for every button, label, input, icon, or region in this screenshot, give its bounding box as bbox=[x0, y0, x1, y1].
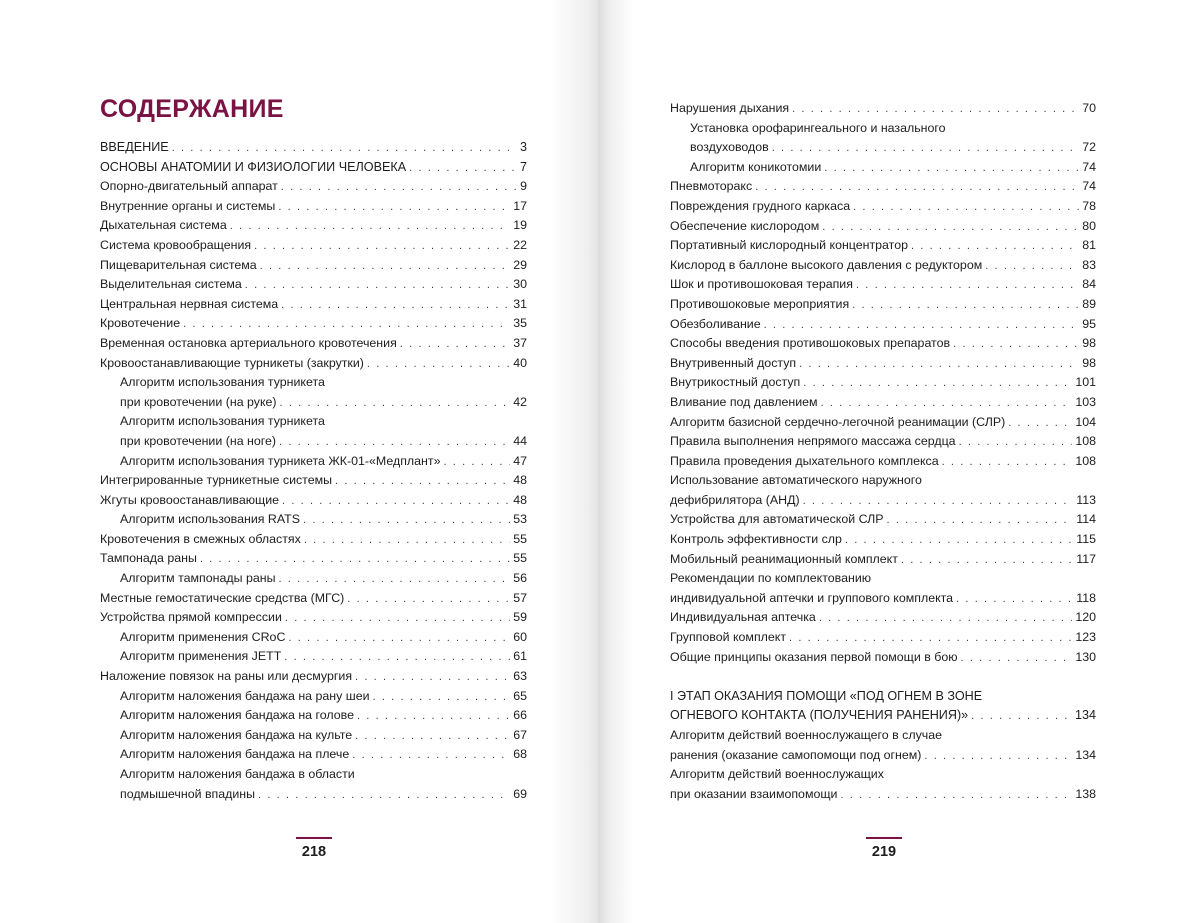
toc-spacer bbox=[670, 667, 1096, 687]
toc-entry-page: 117 bbox=[1076, 551, 1096, 566]
toc-entry-label: Индивидуальная аптечка bbox=[670, 610, 816, 625]
toc-leader-dots bbox=[230, 217, 510, 237]
toc-entry[interactable] bbox=[670, 413, 1096, 433]
toc-entry-label: Установка орофарингеального и назального bbox=[690, 120, 946, 135]
toc-entry-page: 72 bbox=[1082, 140, 1096, 155]
toc-entry[interactable] bbox=[670, 687, 1096, 707]
toc-entry-page: 17 bbox=[513, 198, 527, 213]
toc-entry-page: 81 bbox=[1082, 238, 1096, 253]
toc-entry-label: I ЭТАП ОКАЗАНИЯ ПОМОЩИ «ПОД ОГНЕМ В ЗОНЕ bbox=[670, 688, 983, 703]
toc-list-right bbox=[670, 99, 1096, 804]
toc-entry[interactable] bbox=[670, 706, 1096, 726]
toc-entry[interactable] bbox=[100, 334, 527, 354]
toc-entry-page: 95 bbox=[1082, 316, 1096, 331]
toc-entry[interactable] bbox=[670, 99, 1096, 119]
toc-entry-page: 29 bbox=[513, 257, 527, 272]
toc-entry[interactable] bbox=[100, 197, 527, 217]
toc-entry[interactable] bbox=[670, 119, 1096, 139]
toc-entry[interactable] bbox=[100, 628, 527, 648]
toc-entry[interactable] bbox=[670, 315, 1096, 335]
toc-entry-label: воздуховодов bbox=[690, 140, 769, 155]
toc-leader-dots bbox=[281, 296, 510, 316]
toc-leader-dots bbox=[853, 198, 1079, 218]
toc-leader-dots bbox=[409, 159, 517, 179]
toc-entry-page: 65 bbox=[513, 688, 527, 703]
toc-entry-page: 44 bbox=[513, 433, 527, 448]
toc-leader-dots bbox=[824, 159, 1079, 179]
toc-entry[interactable] bbox=[670, 785, 1096, 805]
page-number: 219 bbox=[871, 844, 897, 860]
toc-leader-dots bbox=[799, 355, 1079, 375]
toc-entry-page: 9 bbox=[520, 179, 527, 194]
toc-entry-label: ранения (оказание самопомощи под огнем) bbox=[670, 747, 922, 762]
toc-leader-dots bbox=[254, 237, 510, 257]
toc-entry[interactable] bbox=[100, 530, 527, 550]
toc-leader-dots bbox=[792, 100, 1079, 120]
toc-entry[interactable] bbox=[100, 177, 527, 197]
toc-entry-label: Алгоритм действий военнослужащего в случае bbox=[670, 728, 943, 742]
toc-leader-dots bbox=[245, 276, 510, 296]
page-number: 218 bbox=[301, 844, 327, 860]
toc-entry[interactable] bbox=[100, 785, 527, 805]
toc-entry-label: Внутривенный доступ bbox=[670, 355, 797, 370]
toc-entry-page: 113 bbox=[1076, 492, 1096, 507]
toc-entry[interactable] bbox=[100, 295, 527, 315]
toc-entry-label: Интегрированные турникетные системы bbox=[100, 473, 333, 488]
toc-leader-dots bbox=[373, 688, 511, 708]
toc-entry-label: Общие принципы оказания первой помощи в бою bbox=[670, 649, 958, 664]
toc-entry[interactable] bbox=[100, 687, 527, 707]
toc-entry[interactable] bbox=[100, 412, 527, 432]
toc-leader-dots bbox=[961, 649, 1073, 669]
toc-entry-label: Алгоритм использования турникета ЖК-01-«Медплант» bbox=[120, 453, 441, 468]
toc-entry-label: Портативный кислородный концентратор bbox=[670, 238, 908, 253]
toc-entry-label: Внутренние органы и системы bbox=[100, 198, 276, 213]
toc-entry-label: ОСНОВЫ АНАТОМИИ И ФИЗИОЛОГИИ ЧЕЛОВЕКА bbox=[100, 159, 407, 174]
toc-entry-page: 83 bbox=[1082, 257, 1096, 272]
toc-entry-label: Противошоковые мероприятия bbox=[670, 296, 850, 311]
toc-entry-label: Выделительная система bbox=[100, 277, 242, 292]
toc-entry-page: 78 bbox=[1082, 198, 1096, 213]
toc-entry-label: Обеспечение кислородом bbox=[670, 218, 820, 233]
toc-leader-dots bbox=[279, 433, 510, 453]
toc-entry-page: 59 bbox=[513, 610, 527, 625]
toc-entry[interactable] bbox=[670, 393, 1096, 413]
toc-leader-dots bbox=[367, 355, 510, 375]
toc-leader-dots bbox=[764, 316, 1080, 336]
toc-entry-label: Алгоритм использования турникета bbox=[120, 414, 325, 429]
toc-entry-page: 69 bbox=[513, 786, 527, 801]
toc-entry[interactable] bbox=[670, 177, 1096, 197]
toc-entry[interactable] bbox=[100, 765, 527, 785]
toc-entry[interactable] bbox=[670, 491, 1096, 511]
toc-leader-dots bbox=[856, 276, 1079, 296]
toc-leader-dots bbox=[953, 335, 1079, 355]
toc-leader-dots bbox=[258, 786, 510, 806]
toc-entry-label: Алгоритм использования турникета bbox=[120, 375, 325, 390]
toc-leader-dots bbox=[278, 198, 510, 218]
toc-entry-label: Групповой комплект bbox=[670, 630, 787, 645]
toc-entry-page: 98 bbox=[1082, 336, 1096, 351]
toc-entry-label: Правила выполнения непрямого массажа сердца bbox=[670, 434, 956, 449]
toc-entry[interactable] bbox=[100, 706, 527, 726]
toc-entry-label: Кровоостанавливающие турникеты (закрутки) bbox=[100, 355, 364, 370]
page-number-rule bbox=[296, 837, 332, 839]
toc-leader-dots bbox=[755, 178, 1079, 198]
toc-entry[interactable] bbox=[100, 354, 527, 374]
toc-entry-label: Дыхательная система bbox=[100, 218, 227, 233]
toc-entry-label: Пневмоторакс bbox=[670, 179, 753, 194]
toc-entry-label: Алгоритм наложения бандажа на рану шеи bbox=[120, 688, 370, 703]
toc-leader-dots bbox=[400, 335, 510, 355]
toc-entry[interactable] bbox=[670, 373, 1096, 393]
toc-entry-page: 68 bbox=[513, 747, 527, 762]
toc-entry[interactable] bbox=[670, 569, 1096, 589]
toc-entry[interactable] bbox=[100, 138, 527, 158]
toc-entry-page: 22 bbox=[513, 237, 527, 252]
toc-entry[interactable] bbox=[670, 530, 1096, 550]
toc-entry-page: 66 bbox=[513, 708, 527, 723]
toc-entry[interactable] bbox=[100, 589, 527, 609]
toc-entry-label: Местные гемостатические средства (МГС) bbox=[100, 590, 345, 605]
toc-leader-dots bbox=[282, 492, 510, 512]
toc-entry-page: 84 bbox=[1082, 277, 1096, 292]
toc-leader-dots bbox=[347, 590, 510, 610]
toc-entry[interactable] bbox=[670, 550, 1096, 570]
toc-entry-page: 47 bbox=[513, 453, 527, 468]
toc-entry-page: 7 bbox=[519, 159, 527, 174]
toc-entry[interactable] bbox=[100, 256, 527, 276]
toc-entry-label: Алгоритм использования RATS bbox=[120, 512, 301, 527]
toc-entry-page: 63 bbox=[513, 669, 527, 684]
toc-entry-label: Опорно-двигательный аппарат bbox=[100, 179, 278, 194]
page-number-left bbox=[284, 837, 344, 860]
toc-entry-label: Вливание под давлением bbox=[670, 394, 818, 409]
toc-entry-label: Повреждения грудного каркаса bbox=[670, 198, 851, 213]
right-page bbox=[598, 0, 1196, 923]
toc-entry[interactable] bbox=[100, 569, 527, 589]
toc-entry-page: 3 bbox=[519, 140, 527, 154]
toc-leader-dots bbox=[278, 570, 510, 590]
toc-entry[interactable] bbox=[670, 746, 1096, 766]
toc-leader-dots bbox=[924, 747, 1072, 767]
toc-leader-dots bbox=[357, 707, 510, 727]
toc-entry-label: Мобильный реанимационный комплект bbox=[670, 551, 898, 566]
toc-entry-page: 104 bbox=[1075, 414, 1096, 429]
toc-leader-dots bbox=[304, 531, 510, 551]
toc-entry-label: Алгоритм тампонады раны bbox=[120, 571, 276, 586]
toc-entry[interactable] bbox=[670, 295, 1096, 315]
toc-entry-label: Система кровообращения bbox=[100, 237, 252, 252]
toc-entry-label: Жгуты кровоостанавливающие bbox=[100, 492, 280, 507]
toc-entry-page: 55 bbox=[513, 551, 527, 566]
toc-leader-dots bbox=[971, 707, 1072, 727]
toc-leader-dots bbox=[803, 374, 1072, 394]
toc-entry-label: индивидуальной аптечки и группового комплекта bbox=[670, 590, 954, 605]
toc-list-left bbox=[100, 138, 527, 804]
toc-entry[interactable] bbox=[100, 647, 527, 667]
toc-entry[interactable] bbox=[100, 314, 527, 334]
toc-entry[interactable] bbox=[100, 393, 527, 413]
toc-entry-label: дефибрилятора (АНД) bbox=[670, 492, 800, 507]
toc-entry-page: 108 bbox=[1075, 434, 1096, 449]
toc-leader-dots bbox=[303, 511, 510, 531]
toc-entry-label: Временная остановка артериального кровотечения bbox=[100, 335, 397, 350]
toc-leader-dots bbox=[803, 492, 1074, 512]
toc-entry-page: 130 bbox=[1075, 649, 1096, 664]
toc-entry-label: Алгоритм наложения бандажа на культе bbox=[120, 727, 353, 742]
toc-entry[interactable] bbox=[100, 491, 527, 511]
toc-entry-page: 74 bbox=[1082, 179, 1096, 194]
toc-leader-dots bbox=[335, 472, 510, 492]
toc-entry[interactable] bbox=[670, 236, 1096, 256]
toc-leader-dots bbox=[281, 178, 517, 198]
toc-entry-label: Способы введения противошоковых препаратов bbox=[670, 336, 951, 351]
toc-leader-dots bbox=[789, 629, 1072, 649]
toc-entry-page: 60 bbox=[513, 629, 527, 644]
toc-entry[interactable] bbox=[670, 471, 1096, 491]
toc-entry-page: 89 bbox=[1082, 296, 1096, 311]
toc-entry[interactable] bbox=[670, 256, 1096, 276]
toc-entry-page: 120 bbox=[1075, 610, 1096, 625]
toc-leader-dots bbox=[956, 590, 1073, 610]
toc-entry-label: Рекомендации по комплектованию bbox=[670, 571, 872, 586]
toc-entry-label: при оказании взаимопомощи bbox=[670, 786, 838, 801]
toc-entry-label: Внутрикостный доступ bbox=[670, 375, 801, 390]
toc-leader-dots bbox=[942, 453, 1073, 473]
toc-entry[interactable] bbox=[670, 726, 1096, 746]
toc-entry[interactable] bbox=[100, 236, 527, 256]
toc-entry-page: 74 bbox=[1082, 159, 1096, 174]
toc-leader-dots bbox=[985, 257, 1079, 277]
toc-entry-page: 31 bbox=[513, 296, 527, 311]
toc-entry[interactable] bbox=[100, 216, 527, 236]
toc-entry-page: 35 bbox=[513, 316, 527, 331]
toc-entry-page: 98 bbox=[1082, 355, 1096, 370]
toc-leader-dots bbox=[852, 296, 1079, 316]
toc-entry-page: 67 bbox=[513, 727, 527, 742]
toc-entry-page: 53 bbox=[513, 512, 527, 527]
toc-entry[interactable] bbox=[100, 608, 527, 628]
toc-leader-dots bbox=[819, 609, 1073, 629]
toc-entry-page: 114 bbox=[1076, 512, 1096, 527]
toc-entry[interactable] bbox=[670, 589, 1096, 609]
toc-entry-label: Алгоритм наложения бандажа на плече bbox=[120, 747, 350, 762]
toc-entry[interactable] bbox=[100, 158, 527, 178]
toc-entry[interactable] bbox=[100, 726, 527, 746]
toc-entry[interactable] bbox=[100, 452, 527, 472]
toc-entry[interactable] bbox=[100, 432, 527, 452]
toc-leader-dots bbox=[355, 668, 510, 688]
toc-entry[interactable] bbox=[670, 334, 1096, 354]
toc-entry-label: Алгоритм применения CRoC bbox=[120, 629, 286, 644]
toc-entry-label: Контроль эффективности слр bbox=[670, 532, 842, 547]
toc-entry-page: 42 bbox=[513, 394, 527, 409]
toc-entry-page: 48 bbox=[513, 473, 527, 488]
page-number-right bbox=[854, 837, 914, 860]
toc-entry-page: 55 bbox=[513, 531, 527, 546]
toc-leader-dots bbox=[288, 629, 510, 649]
toc-leader-dots bbox=[1008, 414, 1072, 434]
toc-leader-dots bbox=[901, 551, 1073, 571]
toc-entry-label: Алгоритм коникотомии bbox=[690, 159, 822, 174]
toc-entry[interactable] bbox=[670, 452, 1096, 472]
toc-entry-page: 30 bbox=[513, 277, 527, 292]
toc-entry-label: Устройства прямой компрессии bbox=[100, 610, 282, 625]
toc-leader-dots bbox=[845, 531, 1073, 551]
toc-entry-label: Кислород в баллоне высокого давления с редуктором bbox=[670, 257, 983, 272]
toc-leader-dots bbox=[172, 139, 517, 159]
toc-entry[interactable] bbox=[670, 217, 1096, 237]
toc-entry-label: Нарушения дыхания bbox=[670, 101, 790, 115]
toc-entry[interactable] bbox=[670, 510, 1096, 530]
toc-entry[interactable] bbox=[100, 667, 527, 687]
toc-entry-label: при кровотечении (на руке) bbox=[120, 394, 277, 409]
toc-leader-dots bbox=[772, 139, 1079, 159]
toc-entry-page: 56 bbox=[513, 571, 527, 586]
toc-entry-label: Алгоритм применения JETT bbox=[120, 649, 282, 664]
toc-entry[interactable] bbox=[100, 549, 527, 569]
toc-entry-label: при кровотечении (на ноге) bbox=[120, 433, 277, 448]
toc-entry-page: 80 bbox=[1082, 218, 1096, 233]
toc-entry[interactable] bbox=[670, 354, 1096, 374]
toc-entry-label: Кровотечения в смежных областях bbox=[100, 531, 301, 546]
toc-entry-page: 61 bbox=[513, 649, 527, 664]
toc-entry[interactable] bbox=[670, 628, 1096, 648]
toc-entry-label: подмышечной впадины bbox=[120, 786, 256, 801]
toc-entry-label: Тампонада раны bbox=[100, 551, 197, 566]
toc-entry-page: 37 bbox=[513, 335, 527, 350]
toc-entry[interactable] bbox=[670, 765, 1096, 785]
toc-entry-label: Алгоритм базисной сердечно-легочной реанимации (СЛР) bbox=[670, 414, 1006, 429]
toc-entry[interactable] bbox=[670, 608, 1096, 628]
toc-leader-dots bbox=[840, 786, 1072, 806]
toc-entry-page: 48 bbox=[513, 492, 527, 507]
toc-entry[interactable] bbox=[670, 138, 1096, 158]
toc-entry-page: 134 bbox=[1074, 708, 1096, 723]
toc-entry[interactable] bbox=[670, 432, 1096, 452]
toc-entry-page: 70 bbox=[1082, 101, 1096, 115]
toc-entry-label: Обезболивание bbox=[670, 316, 761, 331]
toc-entry-label: Кровотечение bbox=[100, 316, 181, 331]
toc-entry-page: 118 bbox=[1076, 590, 1096, 605]
toc-entry[interactable] bbox=[670, 275, 1096, 295]
toc-entry-label: Центральная нервная система bbox=[100, 296, 279, 311]
toc-entry-page: 103 bbox=[1075, 394, 1096, 409]
toc-leader-dots bbox=[822, 218, 1079, 238]
toc-entry[interactable] bbox=[670, 158, 1096, 178]
toc-leader-dots bbox=[183, 315, 510, 335]
toc-leader-dots bbox=[260, 257, 511, 277]
toc-entry-label: Наложение повязок на раны или десмургия bbox=[100, 669, 353, 684]
toc-entry[interactable] bbox=[100, 745, 527, 765]
toc-leader-dots bbox=[352, 746, 510, 766]
toc-leader-dots bbox=[200, 550, 510, 570]
toc-entry-page: 108 bbox=[1075, 453, 1096, 468]
toc-entry-page: 57 bbox=[513, 590, 527, 605]
toc-entry-page: 19 bbox=[513, 218, 527, 233]
toc-leader-dots bbox=[443, 453, 510, 473]
toc-entry-label: Устройства для автоматической СЛР bbox=[670, 512, 884, 527]
toc-leader-dots bbox=[911, 237, 1079, 257]
toc-leader-dots bbox=[821, 394, 1073, 414]
toc-entry-label: Шок и противошоковая терапия bbox=[670, 277, 853, 292]
page-number-rule bbox=[866, 837, 902, 839]
toc-entry-page: 134 bbox=[1075, 747, 1096, 762]
toc-entry-label: Пищеварительная система bbox=[100, 257, 257, 272]
toc-entry-label: Алгоритм действий военнослужащих bbox=[670, 767, 884, 782]
toc-entry-page: 40 bbox=[513, 355, 527, 370]
toc-entry[interactable] bbox=[670, 197, 1096, 217]
toc-leader-dots bbox=[355, 727, 510, 747]
toc-leader-dots bbox=[280, 394, 511, 414]
page-title: СОДЕРЖАНИЕ bbox=[100, 95, 284, 123]
toc-entry-page: 115 bbox=[1076, 532, 1096, 547]
toc-leader-dots bbox=[285, 609, 510, 629]
toc-entry[interactable] bbox=[100, 275, 527, 295]
toc-entry-label: Использование автоматического наружного bbox=[670, 473, 922, 488]
toc-entry[interactable] bbox=[100, 471, 527, 491]
toc-entry-page: 101 bbox=[1075, 375, 1096, 390]
toc-leader-dots bbox=[887, 511, 1074, 531]
toc-entry[interactable] bbox=[100, 510, 527, 530]
toc-entry[interactable] bbox=[100, 373, 527, 393]
toc-leader-dots bbox=[284, 648, 510, 668]
toc-entry-page: 138 bbox=[1075, 786, 1096, 801]
toc-entry-label: Алгоритм наложения бандажа в области bbox=[120, 767, 355, 781]
toc-entry[interactable] bbox=[670, 648, 1096, 668]
toc-entry-label: ВВЕДЕНИЕ bbox=[100, 140, 169, 154]
toc-entry-label: ОГНЕВОГО КОНТАКТА (ПОЛУЧЕНИЯ РАНЕНИЯ)» bbox=[670, 708, 969, 723]
toc-entry-page: 123 bbox=[1075, 630, 1096, 645]
toc-entry-label: Алгоритм наложения бандажа на голове bbox=[120, 708, 354, 723]
toc-leader-dots bbox=[959, 433, 1073, 453]
toc-entry-label: Правила проведения дыхательного комплекса bbox=[670, 453, 939, 468]
